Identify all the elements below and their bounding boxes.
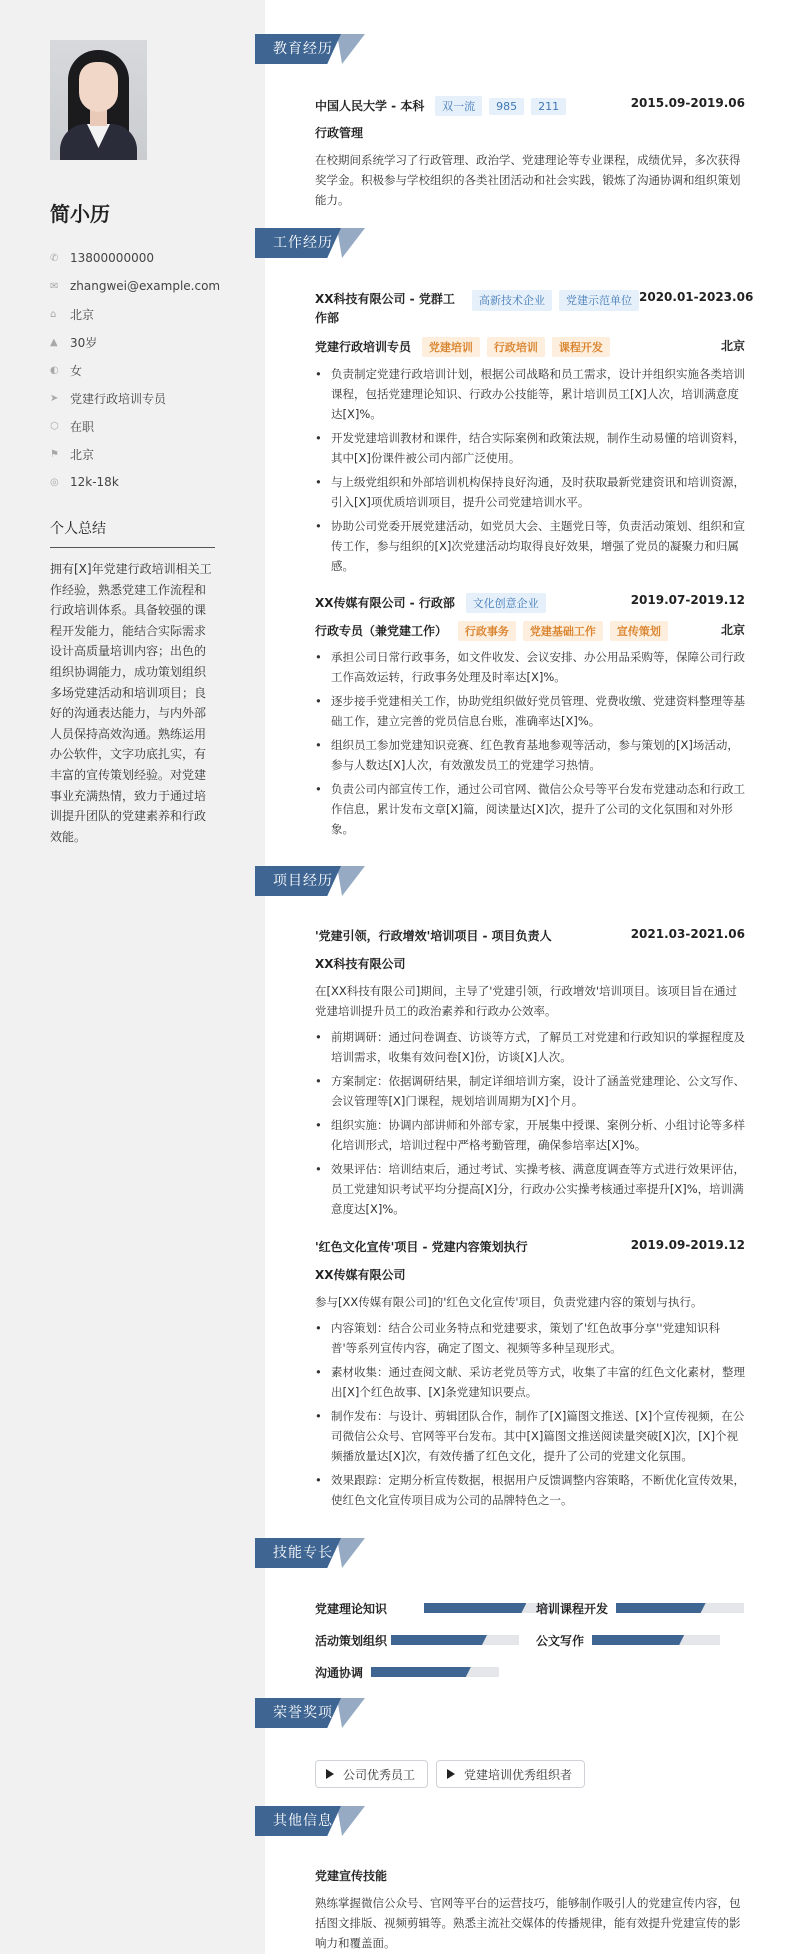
role-tag: 党建培训 bbox=[422, 337, 480, 357]
role-tag: 行政培训 bbox=[487, 337, 545, 357]
work-date: 2019.07-2019.12 bbox=[630, 593, 745, 607]
summary-text: 拥有[X]年党建行政培训相关工作经验，熟悉党建工作流程和行政培训体系。具备较强的课程开发能力，能结合实际需求设计高质量培训内容；出色的组织协调能力，成功策划组织多场党建活动和培训项目；良好的沟通表达能力，与内外部人员保持高效沟通。熟练运用办公软件，文字功底扎实，有丰富的宣传策划经验。对党建事业充满热情，致力于通过培训提升团队的党建素养和行政效能。 bbox=[50, 562, 212, 844]
list-item: • 组织实施：协调内部讲师和外部专家，开展集中授课、案例分析、小组讨论等多样化培训形式，培训过程中严格考勤管理，确保参培率达[X]%。 bbox=[315, 1115, 745, 1155]
info-text: 13800000000 bbox=[70, 251, 154, 265]
list-item: • 组织员工参加党建知识竞赛、红色教育基地参观等活动，参与策划的[X]场活动，参与人数达[X]人次，有效激发员工的党建学习热情。 bbox=[315, 735, 745, 775]
other-desc: 熟练掌握微信公众号、官网等平台的运营技巧，能够制作吸引人的党建宣传内容，包括图文排版、视频剪辑等。熟悉主流社交媒体的传播规律，能有效提升党建宣传的影响力和覆盖面。 bbox=[315, 1896, 741, 1950]
list-item: • 承担公司日常行政事务，如文件收发、会议安排、办公用品采购等，保障公司行政工作高效运转，行政事务处理及时率达[X]%。 bbox=[315, 647, 745, 687]
skill-bar-fill bbox=[424, 1603, 526, 1613]
info-location bbox=[50, 440, 220, 468]
salary-icon: ◎ bbox=[50, 476, 59, 488]
award-badge bbox=[315, 1760, 428, 1788]
info-age bbox=[50, 328, 220, 356]
skill-bar-fill bbox=[616, 1603, 706, 1613]
info-email bbox=[50, 272, 220, 300]
work-date: 2020.01-2023.06 bbox=[639, 290, 754, 304]
info-text: 12k-18k bbox=[70, 475, 119, 489]
list-item: • 负责公司内部宣传工作，通过公司官网、微信公众号等平台发布党建动态和行政工作信息，累计发布文章[X]篇，阅读量达[X]次，提升了公司的文化氛围和对外形象。 bbox=[315, 779, 745, 839]
info-text: 北京 bbox=[70, 307, 95, 322]
award-label: 公司优秀员工 bbox=[343, 1767, 416, 1782]
info-text: 北京 bbox=[70, 447, 95, 462]
list-item: • 效果跟踪：定期分析宣传数据，根据用户反馈调整内容策略，不断优化宣传效果，使红色文化宣传项目成为公司的品牌特色之一。 bbox=[315, 1470, 745, 1510]
list-item: • 协助公司党委开展党建活动，如党员大会、主题党日等，负责活动策划、组织和宣传工作，参与组织的[X]次党建活动均取得良好效果，增强了党员的凝聚力和归属感。 bbox=[315, 516, 745, 576]
home-icon: ⌂ bbox=[50, 308, 57, 320]
info-text: 女 bbox=[70, 363, 83, 378]
skill-item bbox=[315, 1632, 387, 1649]
skill-item bbox=[315, 1600, 387, 1617]
work-2-header bbox=[315, 593, 745, 613]
work-city: 北京 bbox=[720, 339, 745, 353]
info-text: 党建行政培训专员 bbox=[70, 391, 167, 406]
education-desc: 在校期间系统学习了行政管理、政治学、党建理论等专业课程，成绩优异，多次获得奖学金。积极参与学校组织的各类社团活动和社会实践，锻炼了沟通协调和组织策划能力。 bbox=[315, 153, 741, 207]
work-2-role bbox=[315, 621, 745, 641]
skill-bar bbox=[592, 1635, 720, 1645]
company-tag: 党建示范单位 bbox=[559, 290, 639, 311]
project-1-header bbox=[315, 927, 745, 944]
main-content bbox=[265, 0, 794, 1954]
status-icon: ⬡ bbox=[50, 420, 59, 432]
company-name: XX科技有限公司 - 党群工作部 bbox=[315, 292, 455, 325]
section-header-education bbox=[255, 34, 365, 64]
work-1-bullets bbox=[315, 364, 745, 580]
project-2-bullets bbox=[315, 1318, 745, 1514]
skill-item bbox=[536, 1632, 584, 1649]
school-name: 中国人民大学 - 本科 bbox=[315, 99, 425, 113]
project-desc: 参与[XX传媒有限公司]的'红色文化宣传'项目，负责党建内容的策划与执行。 bbox=[315, 1295, 703, 1309]
info-text: zhangwei@example.com bbox=[70, 279, 221, 293]
company-tag: 高新技术企业 bbox=[472, 290, 552, 311]
project-1-bullets bbox=[315, 1027, 745, 1223]
work-1-role bbox=[315, 337, 745, 357]
info-home bbox=[50, 300, 220, 328]
list-item: • 逐步接手党建相关工作，协助党组织做好党员管理、党费收缴、党建资料整理等基础工作，建立完善的党员信息台账，准确率达[X]%。 bbox=[315, 691, 745, 731]
other-title: 党建宣传技能 bbox=[315, 1869, 388, 1883]
location-icon: ⚑ bbox=[50, 448, 59, 460]
company-name: XX传媒有限公司 - 行政部 bbox=[315, 596, 455, 610]
project-date: 2019.09-2019.12 bbox=[630, 1238, 745, 1252]
school-tag: 211 bbox=[531, 98, 566, 115]
role-tag: 宣传策划 bbox=[610, 621, 668, 641]
summary-heading: 个人总结 bbox=[50, 518, 215, 548]
school-tag: 985 bbox=[489, 98, 524, 115]
education-header bbox=[315, 96, 745, 116]
role-title: 行政专员（兼党建工作） bbox=[315, 624, 448, 638]
school-tag: 双一流 bbox=[435, 96, 482, 116]
contact-info-list bbox=[50, 244, 220, 496]
list-item: • 效果评估：培训结束后，通过考试、实操考核、满意度调查等方式进行效果评估，员工党建知识考试平均分提高[X]分，行政办公实操考核通过率提升[X]%，培训满意度达[X]%。 bbox=[315, 1159, 745, 1219]
project-title: '党建引领，行政增效'培训项目 - 项目负责人 bbox=[315, 929, 552, 943]
section-title: 其他信息 bbox=[273, 1813, 333, 1829]
list-item: • 开发党建培训教材和课件，结合实际案例和政策法规，制作生动易懂的培训资料，其中[X]份课件被公司内部广泛使用。 bbox=[315, 428, 745, 468]
project-company: XX科技有限公司 bbox=[315, 957, 406, 971]
list-item: • 方案制定：依据调研结果，制定详细培训方案，设计了涵盖党建理论、公文写作、会议管理等[X]门课程，规划培训周期为[X]个月。 bbox=[315, 1071, 745, 1111]
skill-name: 沟通协调 bbox=[315, 1666, 364, 1680]
section-title: 荣誉奖项 bbox=[273, 1705, 333, 1721]
info-target-role bbox=[50, 384, 220, 412]
section-header-awards bbox=[255, 1698, 365, 1728]
send-icon: ➤ bbox=[50, 392, 59, 404]
skill-bar-fill bbox=[592, 1635, 684, 1645]
role-tag: 党建基础工作 bbox=[523, 621, 603, 641]
role-title: 党建行政培训专员 bbox=[315, 340, 412, 354]
project-company: XX传媒有限公司 bbox=[315, 1268, 406, 1282]
work-2-bullets bbox=[315, 647, 745, 843]
skill-name: 活动策划组织 bbox=[315, 1634, 388, 1648]
project-2-header bbox=[315, 1238, 745, 1255]
list-item: • 制作发布：与设计、剪辑团队合作，制作了[X]篇图文推送、[X]个宣传视频，在公司微信公众号、官网等平台发布。其中[X]篇图文推送阅读量突破[X]次，[X]个视频播放量达[X]次，有效传播了红色文化，提升了公司的党建文化氛围。 bbox=[315, 1406, 745, 1466]
age-icon: ▲ bbox=[50, 336, 58, 348]
section-header-work bbox=[255, 228, 365, 258]
info-text: 30岁 bbox=[70, 335, 98, 350]
info-status bbox=[50, 412, 220, 440]
phone-icon: ✆ bbox=[50, 252, 59, 264]
company-tag: 文化创意企业 bbox=[466, 593, 546, 613]
list-item: • 负责制定党建行政培训计划，根据公司战略和员工需求，设计并组织实施各类培训课程，包括党建理论知识、行政办公技能等，累计培训员工[X]人次，培训满意度达[X]%。 bbox=[315, 364, 745, 424]
section-header-other bbox=[255, 1806, 365, 1836]
skill-bar-fill bbox=[391, 1635, 487, 1645]
list-item: • 与上级党组织和外部培训机构保持良好沟通，及时获取最新党建资讯和培训资源，引入[X]项优质培训项目，提升公司党建培训水平。 bbox=[315, 472, 745, 512]
skill-bar-fill bbox=[371, 1667, 471, 1677]
skill-bar bbox=[391, 1635, 519, 1645]
list-item: • 前期调研：通过问卷调查、访谈等方式，了解员工对党建和行政知识的掌握程度及培训需求，收集有效问卷[X]份，访谈[X]人次。 bbox=[315, 1027, 745, 1067]
play-icon bbox=[326, 1769, 334, 1779]
skill-bar bbox=[616, 1603, 744, 1613]
skill-name: 培训课程开发 bbox=[536, 1602, 609, 1616]
project-date: 2021.03-2021.06 bbox=[630, 927, 745, 941]
work-1-header bbox=[315, 290, 754, 328]
list-item: • 内容策划：结合公司业务特点和党建要求，策划了'红色故事分享''党建知识科普'等系列宣传内容，确定了图文、视频等多种呈现形式。 bbox=[315, 1318, 745, 1358]
skill-bar bbox=[371, 1667, 499, 1677]
award-label: 党建培训优秀组织者 bbox=[464, 1767, 573, 1782]
skill-bar bbox=[424, 1603, 552, 1613]
play-icon bbox=[447, 1769, 455, 1779]
major: 行政管理 bbox=[315, 126, 364, 140]
project-title: '红色文化宣传'项目 - 党建内容策划执行 bbox=[315, 1240, 528, 1254]
award-badge bbox=[436, 1760, 585, 1788]
section-title: 工作经历 bbox=[273, 235, 333, 251]
section-title: 技能专长 bbox=[273, 1545, 333, 1561]
info-gender bbox=[50, 356, 220, 384]
section-title: 教育经历 bbox=[273, 41, 333, 57]
section-header-skills bbox=[255, 1538, 365, 1568]
role-tag: 行政事务 bbox=[458, 621, 516, 641]
gender-icon: ◐ bbox=[50, 364, 59, 376]
skill-name: 党建理论知识 bbox=[315, 1602, 388, 1616]
section-header-projects bbox=[255, 866, 365, 896]
sidebar bbox=[0, 0, 265, 1954]
list-item: • 素材收集：通过查阅文献、采访老党员等方式，收集了丰富的红色文化素材，整理出[X]个红色故事、[X]条党建知识要点。 bbox=[315, 1362, 745, 1402]
profile-photo bbox=[50, 40, 147, 160]
skill-item bbox=[536, 1600, 608, 1617]
project-desc: 在[XX科技有限公司]期间，主导了'党建引领，行政增效'培训项目。该项目旨在通过党建培训提升员工的政治素养和行政办公效率。 bbox=[315, 984, 738, 1018]
section-title: 项目经历 bbox=[273, 873, 333, 889]
work-city: 北京 bbox=[720, 623, 745, 637]
info-phone bbox=[50, 244, 220, 272]
role-tag: 课程开发 bbox=[552, 337, 610, 357]
skill-name: 公文写作 bbox=[536, 1634, 585, 1648]
mail-icon: ✉ bbox=[50, 280, 59, 292]
skill-item bbox=[315, 1664, 363, 1681]
info-salary bbox=[50, 468, 220, 496]
info-text: 在职 bbox=[70, 419, 95, 434]
candidate-name: 简小历 bbox=[50, 202, 110, 226]
education-date: 2015.09-2019.06 bbox=[630, 96, 745, 110]
